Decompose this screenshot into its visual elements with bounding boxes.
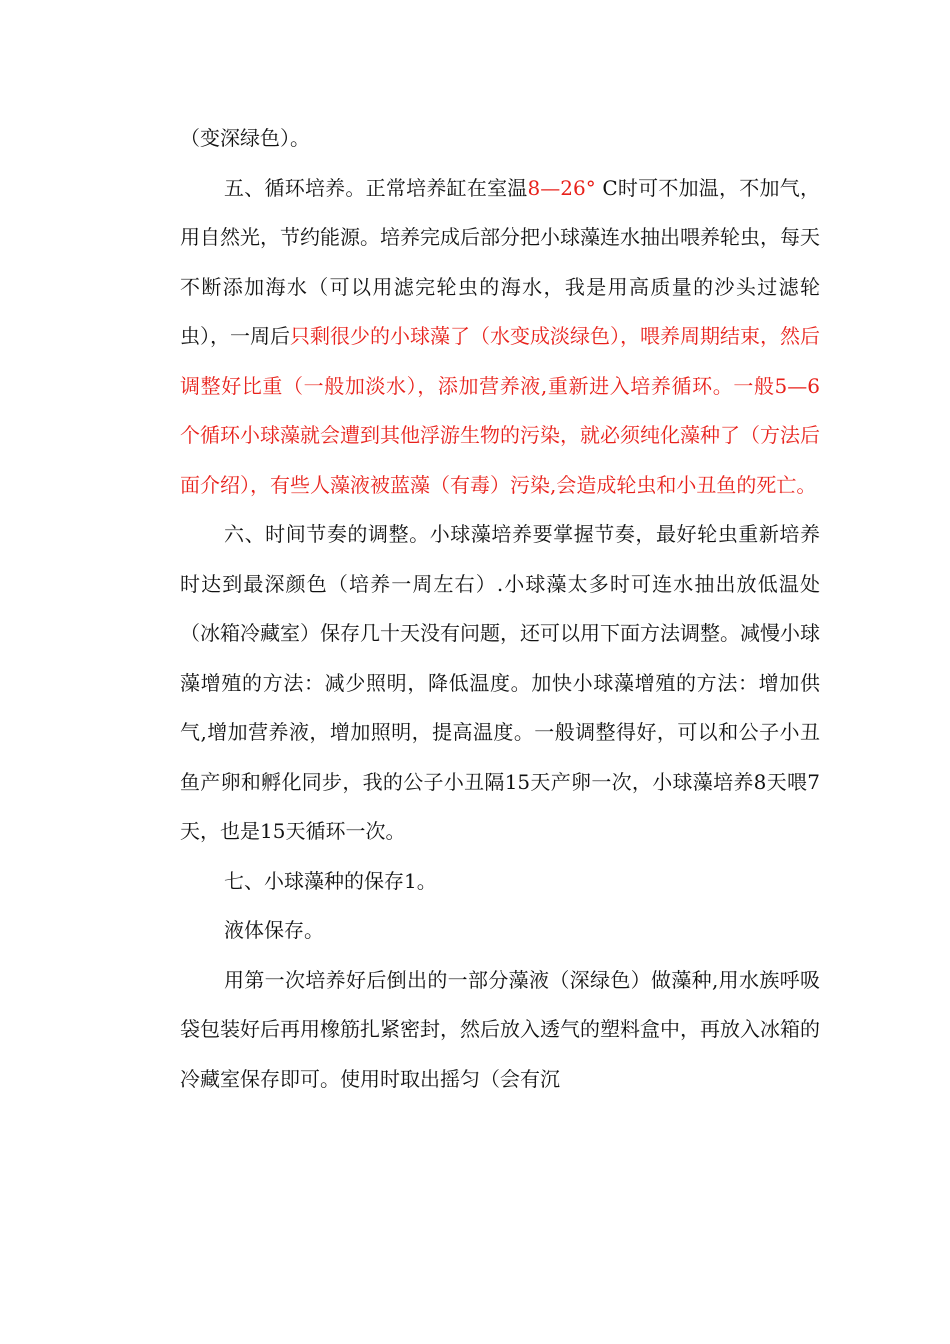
section-5-cycle-highlight: 只剩很少的小球藻了（水变成淡绿色），喂养周期结束，然后调整好比重（一般加淡水），添加营养液,重新进入培养循环。一般5—6个循环小球藻就会遭到其他浮游生物的污染，就必须纯化藻种了（方法后面介绍），有些人藻液被蓝藻（有毒）污染,会造成轮虫和小丑鱼的死亡。 bbox=[180, 324, 820, 497]
paragraph-section-5 bbox=[180, 164, 820, 511]
paragraph-section-7-heading: 七、小球藻种的保存1。 bbox=[224, 868, 437, 893]
section-5-temperature-highlight: 8—26° bbox=[527, 175, 596, 200]
document-body bbox=[180, 114, 820, 1104]
paragraph-liquid-storage-method: 用第一次培养好后倒出的一部分藻液（深绿色）做藻种,用水族呼吸袋包装好后再用橡筋扎紧密封，然后放入透气的塑料盒中，再放入冰箱的冷藏室保存即可。使用时取出摇匀（会有沉 bbox=[180, 967, 820, 1091]
section-5-text-middle: C时可不加温，不加气，用自然光，节约能源。培养完成后部分把小球藻连水抽出喂养轮虫，每天不断添加海水（可以用滤完轮虫的海水，我是用高质量的沙头过滤轮虫），一周后 bbox=[180, 175, 820, 348]
paragraph-continuation: （变深绿色）。 bbox=[180, 126, 310, 150]
section-5-text-start: 五、循环培养。正常培养缸在室温 bbox=[224, 175, 528, 200]
paragraph-liquid-storage-heading: 液体保存。 bbox=[224, 918, 324, 942]
paragraph-section-6: 六、时间节奏的调整。小球藻培养要掌握节奏，最好轮虫重新培养时达到最深颜色（培养一周左右）.小球藻太多时可连水抽出放低温处（冰箱冷藏室）保存几十天没有问题，还可以用下面方法调整。减慢小球藻增殖的方法：减少照明，降低温度。加快小球藻增殖的方法：增加供气,增加营养液，增加照明，提高温度。一般调整得好，可以和公子小丑鱼产卵和孵化同步，我的公子小丑隔15天产卵一次，小球藻培养8天喂7天，也是15天循环一次。 bbox=[180, 522, 820, 843]
